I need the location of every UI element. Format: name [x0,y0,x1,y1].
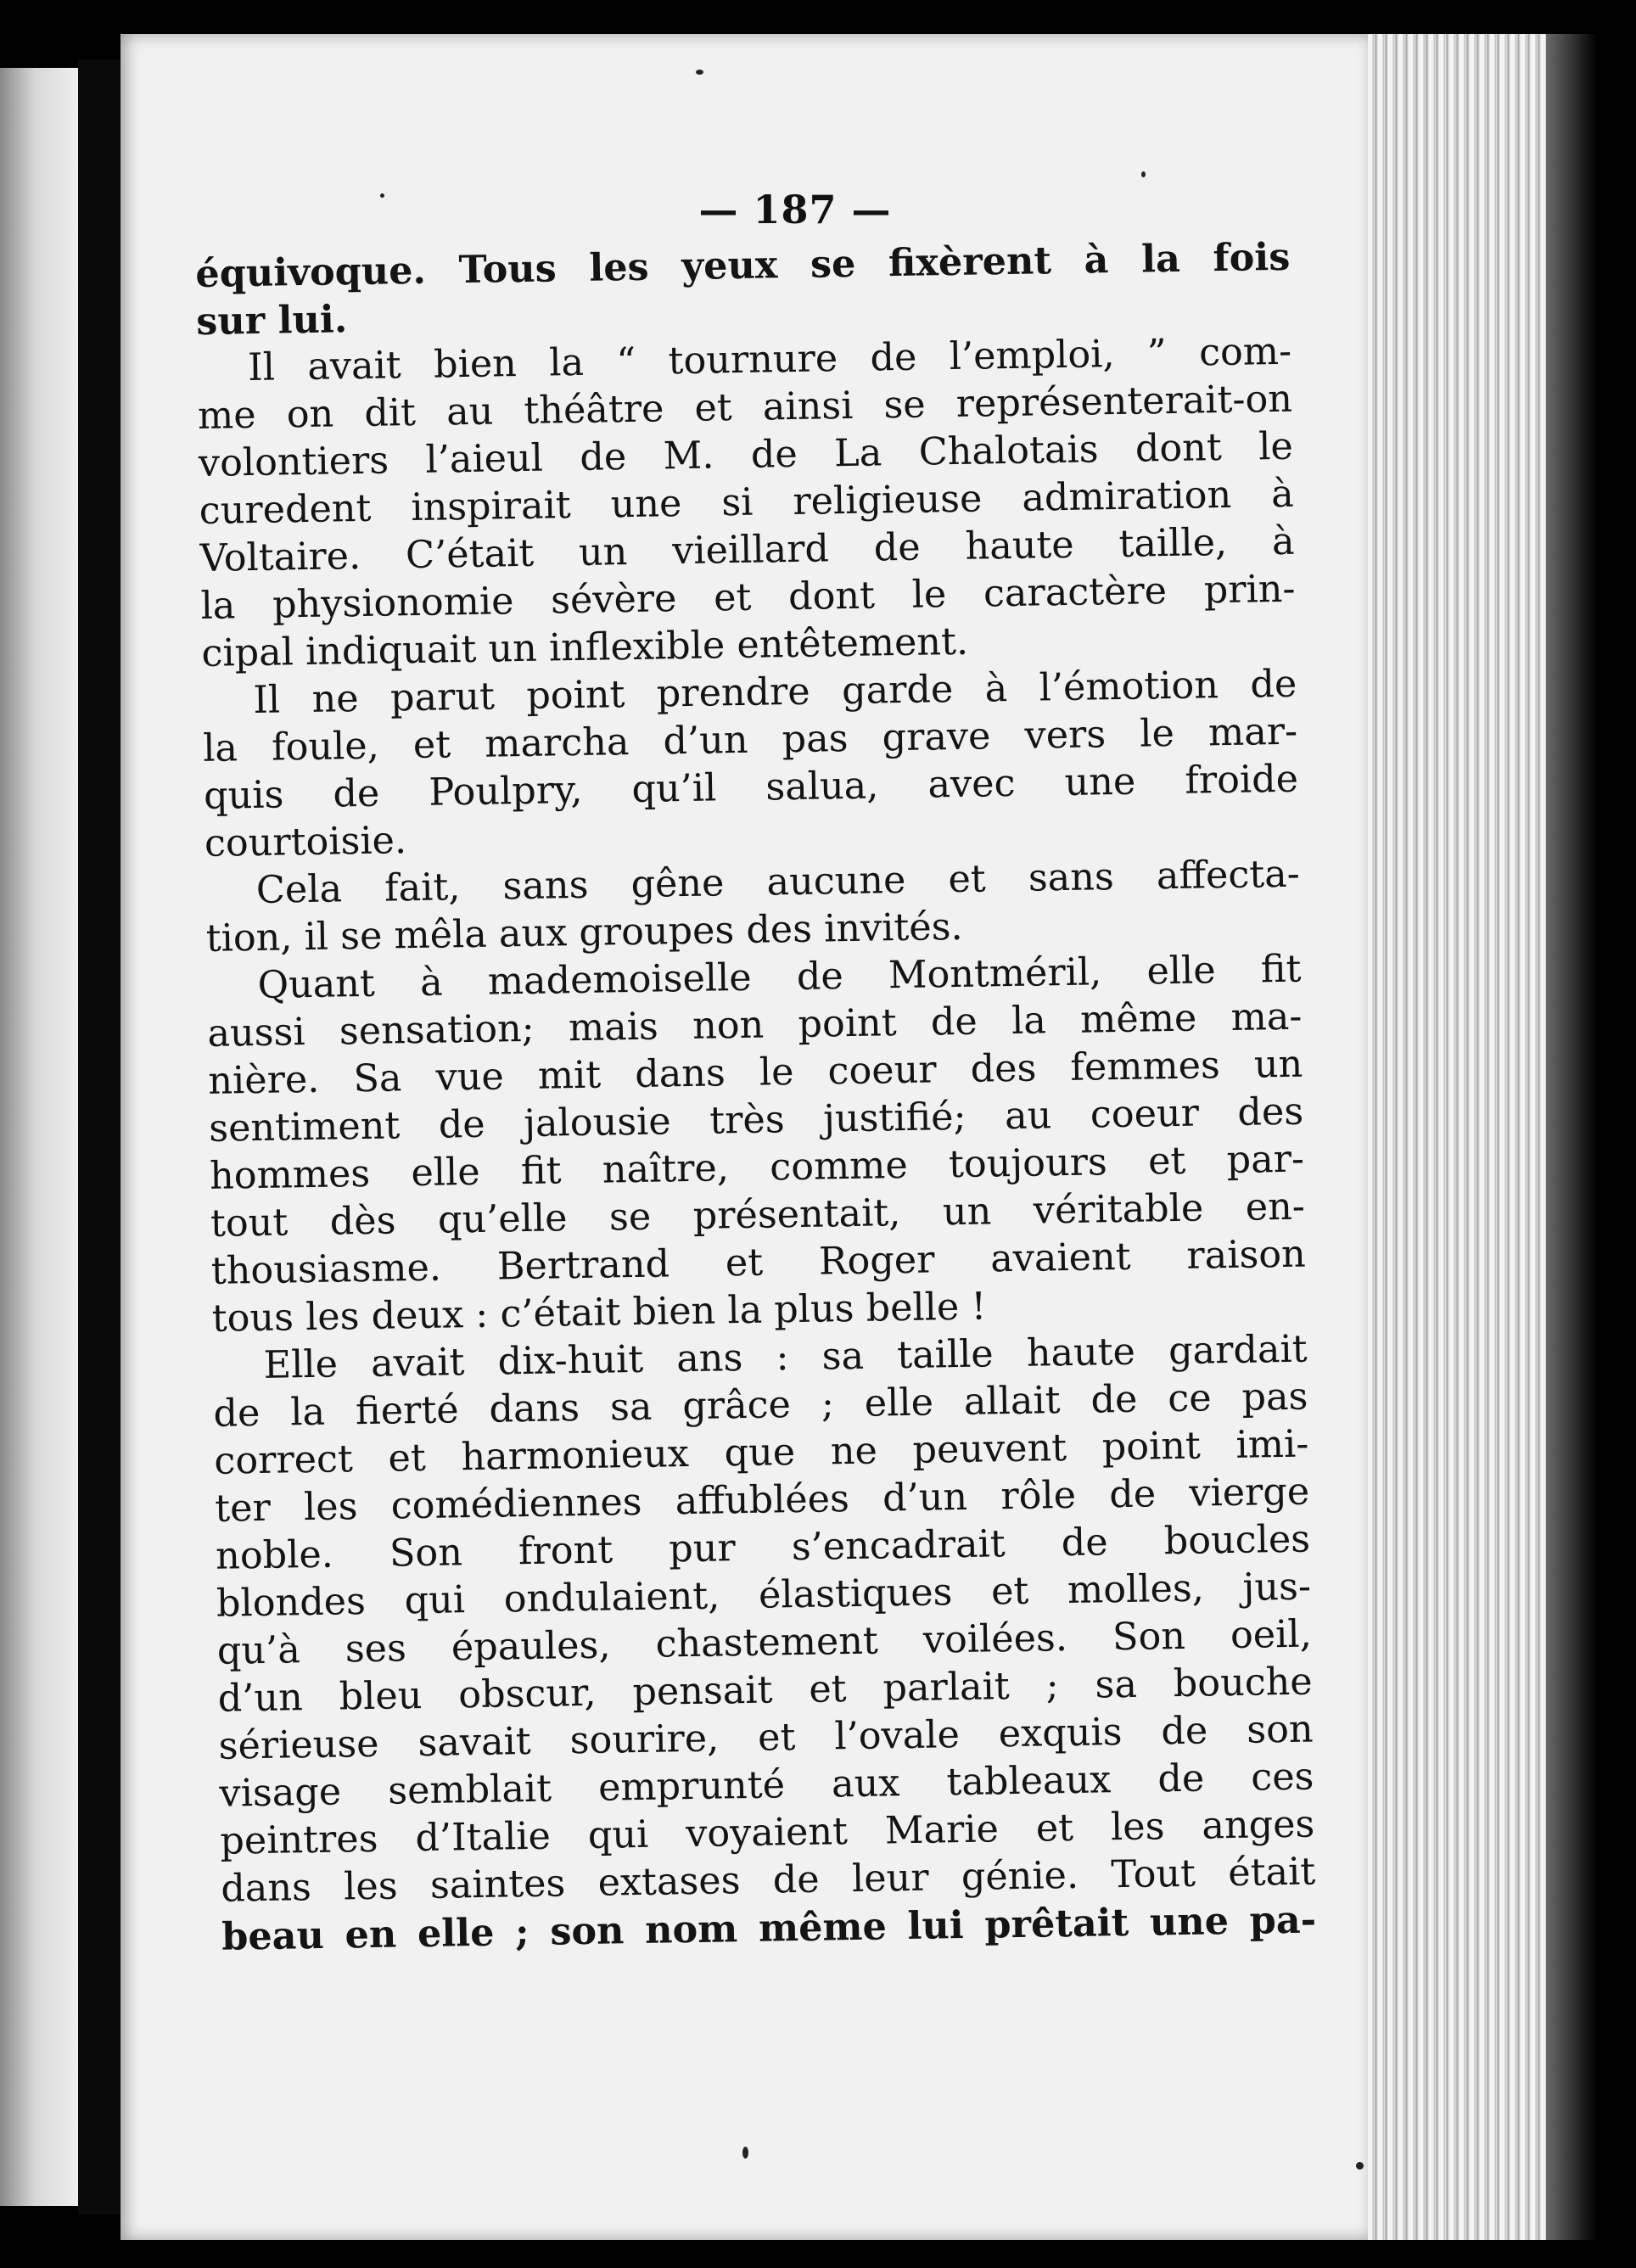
text-line: d’un bleu obscur, pensait et parlait ; sa bouche [217,1660,1314,1721]
text-line: de la fierté dans sa grâce ; elle allait de ce pas [213,1375,1308,1436]
ink-speck [380,193,384,198]
text-line: la foule, et marcha d’un pas grave vers le mar- [202,709,1298,770]
text-line: Elle avait dix-huit ans : sa taille haute gardait [263,1327,1308,1387]
text-line: correct et harmonieux que ne peuvent point imi- [214,1422,1309,1483]
text-line: quis de Poulpry, qu’il salua, avec une froide [203,757,1299,818]
ink-speck [1356,2162,1364,2170]
text-line: ter les comédiennes affublées d’un rôle de vierge [214,1470,1310,1531]
text-line: me on dit au théâtre et ainsi se représenterait-on [197,377,1293,438]
text-line: aussi sensation; mais non point de la même ma- [207,994,1303,1056]
page-stack-edges [1368,34,1546,2240]
page-number: — 187 — [698,187,892,232]
text-line: Cela fait, sans gêne aucune et sans affecta- [255,852,1301,912]
text-line: la physionomie sévère et dont le caractère prin- [200,567,1296,628]
text-line: tout dès qu’elle se présentait, un véritable en- [210,1184,1306,1246]
text-line: Voltaire. C’était un vieillard de haute taille, à [199,519,1295,580]
text-line: courtoisie. [204,819,407,865]
ink-speck [1141,171,1146,177]
text-line: Il avait bien la “ tournure de l’emploi, ” com- [247,329,1292,390]
facing-page-edge [0,68,78,2206]
text-line: Il ne parut point prendre garde à l’émotion de [252,662,1297,722]
text-line: tous les deux : c’était bien la plus belle ! [211,1285,987,1341]
text-line: tion, il se mêla aux groupes des invités. [205,904,963,960]
text-line: volontiers l’aieul de M. de La Chalotais dont le [198,424,1294,485]
page-stack-shadow [1546,34,1597,2240]
text-line: thousiasme. Bertrand et Roger avaient raison [210,1232,1307,1293]
text-line: noble. Son front pur s’encadrait de boucles [215,1517,1311,1578]
ink-speck [696,70,703,75]
text-line: sérieuse savait sourire, et l’ovale exquis de son [218,1707,1314,1768]
text-line: dans les saintes extases de leur génie. Tout était [220,1850,1316,1911]
text-line: hommes elle fit naître, comme toujours et par- [209,1137,1305,1198]
ink-speck [742,2147,748,2159]
text-line: Quant à mademoiselle de Montméril, elle fit [257,947,1302,1007]
text-line: beau en elle ; son nom même lui prêtait une pa- [221,1897,1317,1959]
body-text [195,233,1317,1961]
text-line: équivoque. Tous les yeux se fixèrent à la fois [195,234,1291,296]
text-line: qu’à ses épaules, chastement voilées. Son oeil, [216,1612,1313,1673]
text-line: sur lui. [195,297,348,344]
text-line: blondes qui ondulaient, élastiques et molles, jus- [216,1565,1312,1626]
text-line: cipal indiquait un inflexible entêtement. [201,619,969,675]
text-line: nière. Sa vue mit dans le coeur des femmes un [207,1042,1303,1103]
text-line: visage semblait emprunté aux tableaux de ces [219,1755,1314,1816]
text-line: peintres d’Italie qui voyaient Marie et les anges [220,1802,1315,1863]
book-gutter [78,59,120,2215]
text-line: curedent inspirait une si religieuse admiration à [199,472,1295,533]
text-line: sentiment de jalousie très justifié; au coeur des [208,1089,1304,1151]
